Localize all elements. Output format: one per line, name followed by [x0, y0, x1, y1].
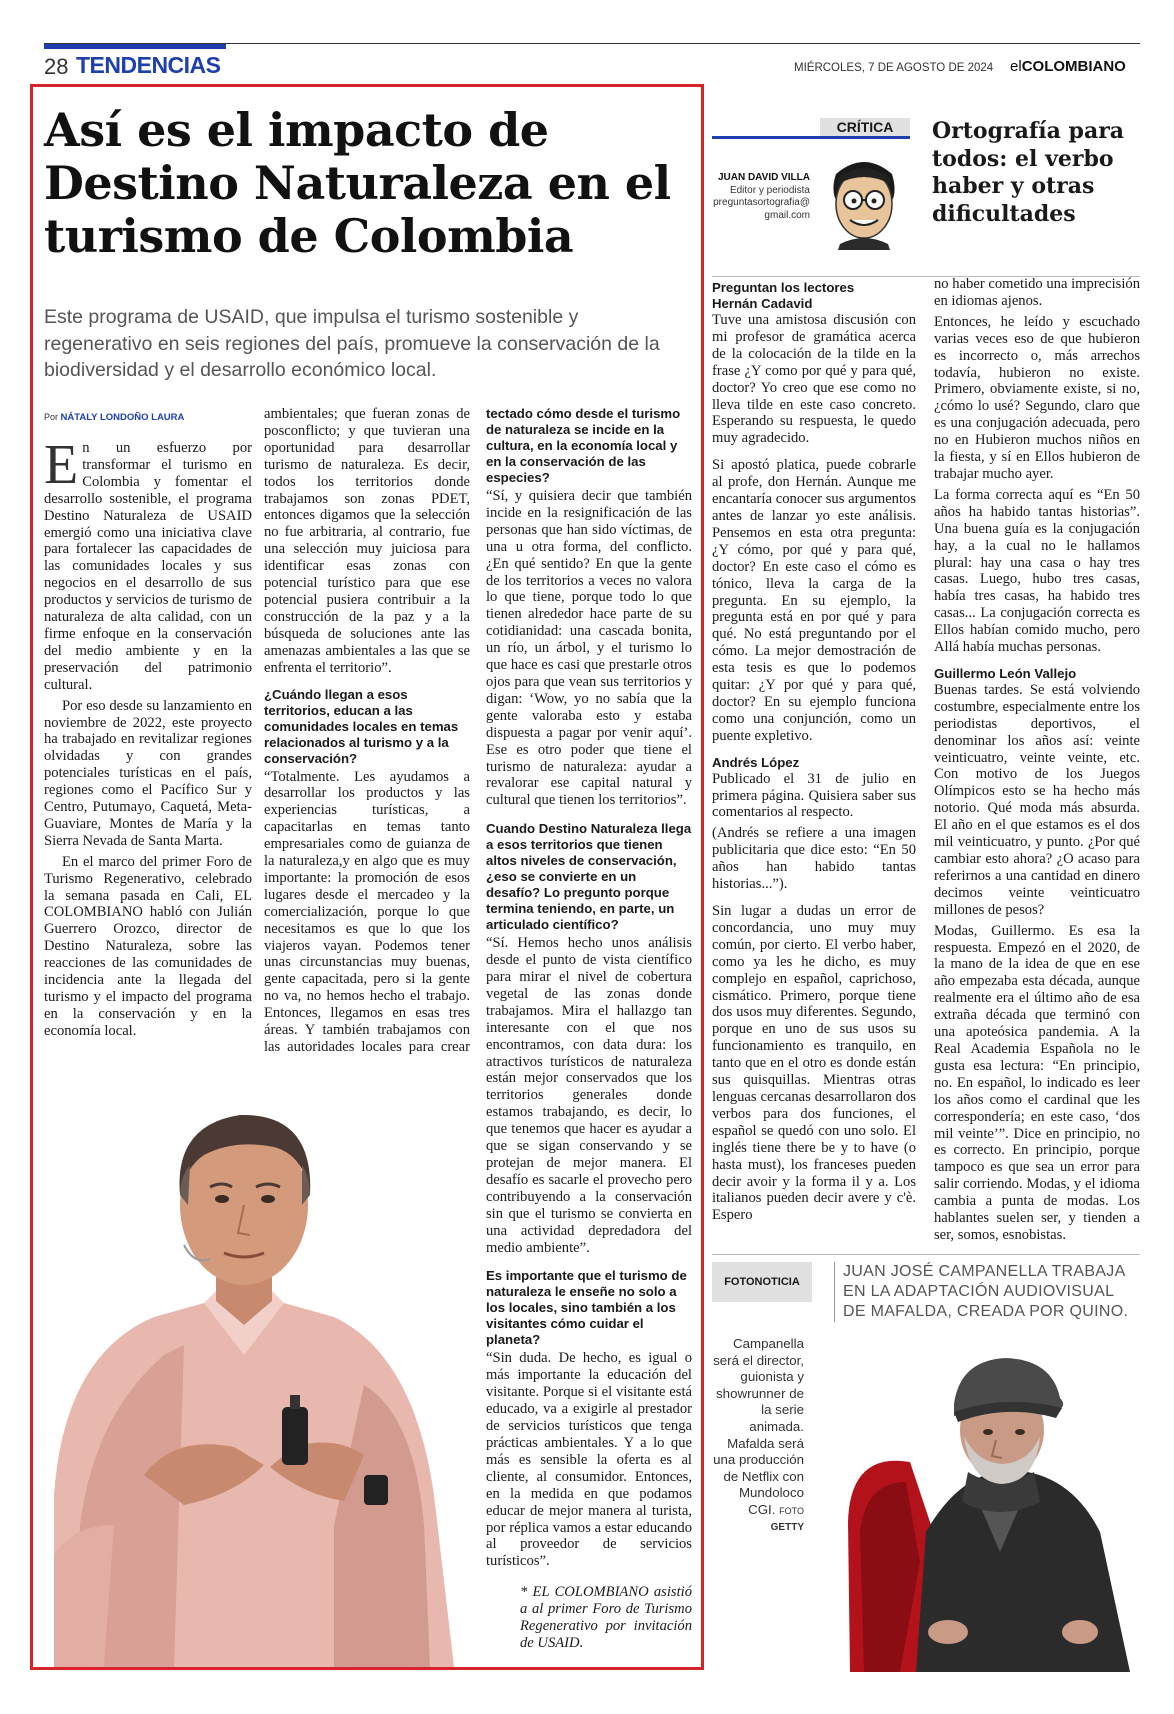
paragraph: “Sí. Hemos hecho unos análisis desde el punto de vista científico para mirar el nivel de cobertura vegetal de las zonas donde trabajamos. Mira el hallazgo tan interesante con el que nos encontramos, con data dura: los atractivos turísticos de naturaleza están mejor conservados que los territorios generales donde estamos trabajando, es decir, lo que tenemos que hacer es ayudar a que se sigan conservando y se protejan de mejor manera. El desafío es sacarle el provecho pero contribuyendo a la conservación sin que el turismo se convierta en una actividad depredadora del medio ambiente”.	[486, 935, 692, 1256]
campanella-photo	[830, 1332, 1140, 1672]
interview-question: tectado cómo desde el turismo de naturaleza se incide en la cultura, en la economía local y en la conservación de las especies?	[486, 406, 681, 485]
article-column-3	[486, 406, 692, 1656]
article-column-2	[264, 406, 470, 1111]
header-rule	[44, 43, 1140, 44]
paragraph: “Totalmente. Les ayudamos a desarrollar los productos y las experiencias turísticas, a capacitarlas en temas tanto empresariales como de guianza de la naturaleza,y en algo que es muy importante: la promoción de esos lugares desde el mercadeo y la comercialización, porque lo que necesitamos es que lo que los viajeros vayan. Podemos tener unas circunstancias muy buenas, gente capacitada, pero si la gente no va, no hemos hecho el trabajo. Entonces, llegamos en esas tres áreas. Y también trabajamos con las autoridades locales para crear	[264, 768, 470, 1055]
byline-prefix: Por	[44, 412, 59, 422]
columnist-email: preguntasortografia@gmail.com	[713, 197, 810, 221]
byline	[44, 412, 184, 423]
critica-tag: CRÍTICA	[820, 118, 910, 136]
masthead-prefix: el	[1010, 58, 1022, 75]
columnist-info	[712, 172, 810, 222]
fotonoticia-caption-text: Campanella será el director, guionista y showrunner de la serie animada. Mafalda será una producción de Netflix con Mundoloco CGI.	[713, 1336, 804, 1517]
paragraph: Si apostó platica, puede cobrarle al profe, don Hernán. Aunque me encantaría conocer sus argumentos antes de lanzar yo este análisis. Pensemos en esta otra pregunta: ¿Y cómo, por qué y para qué, doctor? En este caso el cómo es tónico, lleva la carga de la pregunta. En su ejemplo, la pregunta está en por qué y para qué. No está preguntando por el cómo. La mejor demostración de esta tesis es que lo podemos quitar: ¿Y por qué y para qué, doctor? En su ejemplo funciona como una conjunción, como un puente expletivo.	[712, 457, 916, 744]
paragraph: Publicado el 31 de julio en primera página. Quisiera saber sus comentarios al respecto.	[712, 770, 916, 821]
masthead	[1010, 58, 1126, 75]
fotonoticia-divider	[712, 1254, 1140, 1255]
page-number: 28	[44, 54, 69, 79]
paragraph: ambientales; que fueran zonas de posconflicto; y que tuvieran una oportunidad para desarrollar turismo de naturaleza. Es decir, todos los territorios donde trabajamos son zonas PDET, entonces digamos que la selección no fue arbitraria, al contrario, fue una selección muy juiciosa para identificar esas zonas con potencial turístico para que ese potencial pusiera contribuir a la construcción de la paz y a la búsqueda de soluciones ante las amenazas ambientales a las que se enfrenta el territorio”.	[264, 406, 470, 676]
fotonoticia-headline: JUAN JOSÉ CAMPANELLA TRABAJA EN LA ADAPTACIÓN AUDIOVISUAL DE MAFALDA, CREADA POR QUINO.	[834, 1262, 1140, 1322]
reader-name: Hernán Cadavid	[712, 296, 813, 311]
columnist-role: Editor y periodista	[729, 184, 810, 196]
paragraph: Modas, Guillermo. Es esa la respuesta. Empezó en el 2020, de la mano de la idea de que en ese año empezaba esta década, aunque realmente era el último año de esa extraña década que terminó con una apoteósica pandemia. A la Real Academia Española no le gusta esa lectura: “En principio, no. En español, lo indicado es leer los años como el cardinal que les correspondería; en este caso, ‘dos mil veinte’”. Dice en principio, no es correcto. En principio, porque tampoco es que sea un error para salir corriendo. Modas, y el idioma cambia a punta de modas. Los hablantes suelen ser, y tienden a ser, somos, esnobistas.	[934, 922, 1140, 1243]
portrait-photo	[34, 1055, 470, 1667]
interview-question: Es importante que el turismo de naturaleza le enseñe no solo a los locales, sino también a los visitantes cómo cuidar el planeta?	[486, 1268, 687, 1348]
paragraph: En el marco del primer Foro de Turismo Regenerativo, celebrado la semana pasada en Cali, EL COLOMBIANO habló con Julián Guerrero Orozco, director de Destino Naturaleza, sobre las reacciones de las comunidades de incidencia ante la llegada del turismo y el impacto del programa en la conservación y en la economía local.	[44, 853, 252, 1039]
paragraph: Tuve una amistosa discusión con mi profesor de gramática acerca de la colocación de la tilde en la frase ¿Y como por qué y para qué, doctor? Yo creo que ese como no lleva tilde en este caso concreto. Esperando su respuesta, le quedo muy agradecido.	[712, 312, 916, 447]
paragraph: “Sin duda. De hecho, es igual o más importante la educación del visitante. Porque si el visitante está educado, va a exigirle al prestador de servicios turísticos que tenga prácticas ambientales. Y a lo que más es sensible la oferta es al cliente, al consumidor. Entonces, en la medida en que podamos educar de mejor manera al turista, por réplica vamos a estar educando al proveedor de servicios turísticos”.	[486, 1350, 692, 1570]
section-title: TENDENCIAS	[76, 52, 221, 78]
column-left	[712, 280, 916, 1228]
paragraph: En un esfuerzo por transformar el turismo en Colombia y fomentar el desarrollo sostenible, el programa Destino Naturaleza de USAID emergió como una iniciativa clave para fortalecer las capacidades de las comunidades locales y sus negocios en el desarrollo de sus productos y servicios de turismo de naturaleza de alta calidad, con un firme enfoque en la conservación del medio ambiente y en la preservación del patrimonio cultural.	[44, 434, 252, 693]
fotonoticia-tag: FOTONOTICIA	[712, 1262, 812, 1302]
reader-name: Andrés López	[712, 754, 800, 770]
masthead-name: COLOMBIANO	[1021, 58, 1126, 75]
byline-name: NÁTALY LONDOÑO LAURA	[60, 412, 185, 423]
issue-date: MIÉRCOLES, 7 DE AGOSTO DE 2024	[794, 62, 994, 74]
interview-question: Cuando Destino Naturaleza llega a esos territorios que tienen altos niveles de conservación, ¿eso se convierte en un desafío? Lo pregunto porque termina teniendo, en parte, un articulado científico?	[486, 821, 692, 933]
photo-credit: GETTY	[770, 1521, 804, 1533]
interview-question: ¿Cuándo llegan a esos territorios, educan a las comunidades locales en temas relacionados al turismo y a la conservación?	[264, 686, 459, 766]
drop-cap: E	[44, 434, 79, 496]
critica-rule	[712, 136, 910, 139]
columnist-avatar	[818, 144, 910, 250]
reader-section-intro: Preguntan los lectores	[712, 280, 855, 295]
paragraph: (Andrés se refiere a una imagen publicitaria que dice esto: “En 50 años han habido tantas historias...”).	[712, 825, 916, 893]
headline: Así es el impacto de Destino Naturaleza en el turismo de Colombia	[44, 103, 671, 263]
photo-credit-label: FOTO	[779, 1505, 804, 1516]
paragraph: “Sí, y quisiera decir que también incide en la resignificación de las personas que han sido víctimas, de una u otra forma, del conflicto. ¿En qué sentido? En que la gente de los territorios a veces no valora lo que tiene, porque todo lo que tienen alrededor hace parte de su cotidianidad: una cascada bonita, un río, un árbol, y el turismo lo que hace es casi que prestarle otros ojos para que vean sus territorios y digan: ‘Wow, yo no sabía que la gente valoraba esto y estaba dispuesta a pagar por venir aquí’. Ese es otro poder que tiene el turismo de naturaleza: ayudar a revalorar ese capital natural y cultural que tienen los territorios”.	[486, 488, 692, 809]
column-title: Ortografía para todos: el verbo haber y otras dificultades	[932, 118, 1125, 227]
paragraph: no haber cometido una imprecisión en idiomas ajenos.	[934, 276, 1140, 309]
reader-name: Guillermo León Vallejo	[934, 665, 1077, 681]
fotonoticia-caption	[712, 1336, 804, 1536]
paragraph: Por eso desde su lanzamiento en noviembre de 2022, este proyecto ha trabajado en revitalizar regiones olvidadas y con grandes potenciales turísticas en el país, regiones como el Pacífico Sur y Centro, Putumayo, Caquetá, Meta-Guaviare, Montes de María y la Sierra Nevada de Santa Marta.	[44, 697, 252, 849]
paragraph: Sin lugar a dudas un error de concordancia, uno muy muy común, por cierto. El verbo haber, como ya les he dicho, es muy complejo en español, caprichoso, cismático. Primero, porque tiene dos usos muy diferentes. Segundo, porque en uno de sus usos su funcionamiento es tranquilo, en tanto que en el otro es donde están sus quisquillas. Mientras otras lenguas cercanas desarrollaron dos verbos para dos funciones, el español se quedó con uno solo. El inglés tiene there be y to have (o hasta must), los franceses pueden decir avoir y la forma il y a. Los italianos pueden decir avere y c'è. Espero	[712, 903, 916, 1224]
column-right	[934, 276, 1140, 1248]
deck: Este programa de USAID, que impulsa el turismo sostenible y regenerativo en seis regiones del país, promueve la conservación de la biodiversidad y el desarrollo económico local.	[44, 306, 660, 381]
paragraph: Buenas tardes. Se está volviendo costumbre, especialmente entre los periodistas deportivos, el denominar los años así: veinte veinticuatro, veinte veinte, etc. Con motivo de los Juegos Olímpicos esto se ha hecho más notorio. Qué moda más absurda. El año en el que estamos es el dos mil veinticuatro, y punto. ¿Por qué cambiar esto ahora? ¿O acaso para referirnos a una cantidad en dinero decimos veinte veinticuatro millones de pesos?	[934, 681, 1140, 918]
paragraph: Entonces, he leído y escuchado varias veces eso de que hubieron es incorrecto o, más arrechos todavía, hubieron no existe. Primero, obviamente existe, si no, ¿cómo lo usé? Segundo, claro que es una conjugación adecuada, pero no en Hubieron muchos niños en la fiesta, y sí en Ellos hubieron de trabajar mucho ayer.	[934, 313, 1140, 482]
paragraph: La forma correcta aquí es “En 50 años ha habido tantas historias”. Una buena guía es la conjugación hay, a la cual no le hallamos plural: hay una casa o hay tres casas. Luego, hubo tres casas, había tres casas, ha habido tres casas... La conjugación correcta es Ellos habían comido mucho, pero Allá había muchas personas.	[934, 486, 1140, 656]
header-accent-bar	[44, 44, 226, 49]
columnist-name: JUAN DAVID VILLA	[717, 172, 810, 183]
footnote: * EL COLOMBIANO asistió a al primer Foro de Turismo Regenerativo por invitación de USAID.	[520, 1584, 692, 1651]
